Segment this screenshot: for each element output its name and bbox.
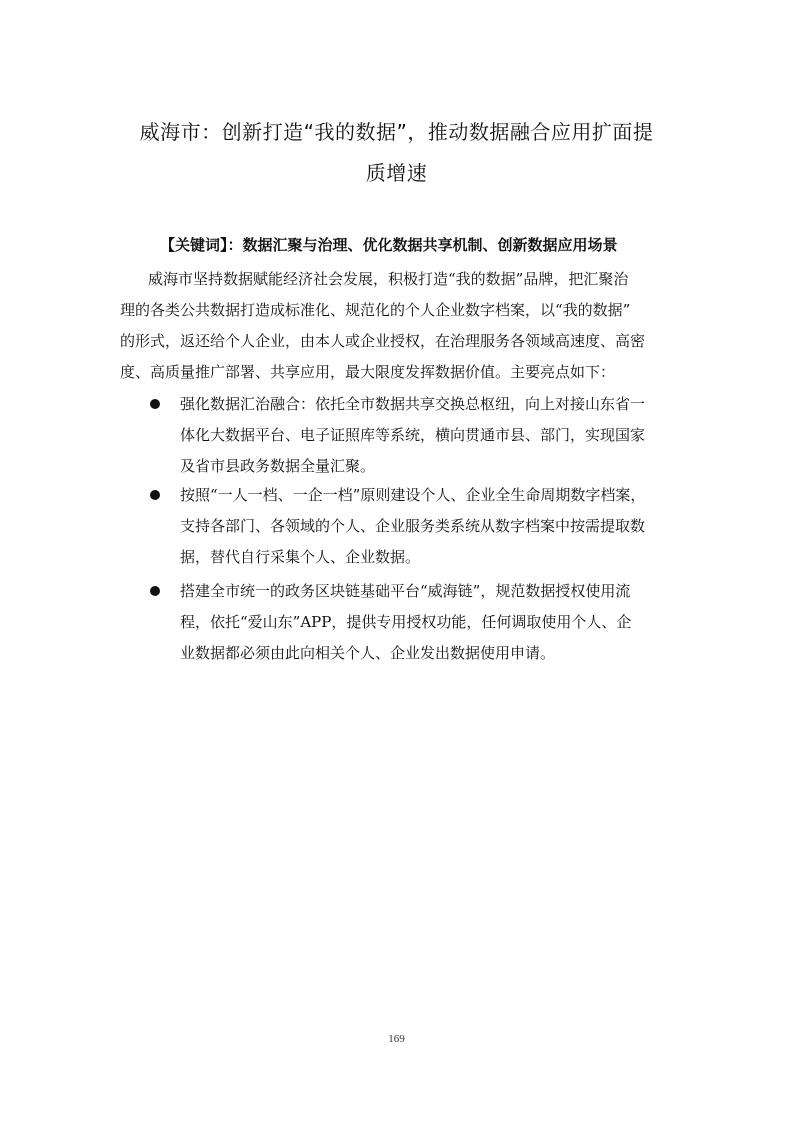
- bullet-line: 据，替代自行采集个人、企业数据。: [180, 548, 421, 566]
- page-number: 169: [388, 1033, 405, 1045]
- bullet-line: 按照“一人一档、一企一档”原则建设个人、企业全生命周期数字档案，: [180, 486, 646, 504]
- intro-line: 度、高质量推广部署、共享应用，最大限度发挥数据价值。主要亮点如下：: [120, 363, 616, 381]
- bullet-line: 支持各部门、各领域的个人、企业服务类系统从数字档案中按需提取数: [180, 517, 646, 535]
- bullet-line: 程，依托“爱山东”APP，提供专用授权功能，任何调取使用个人、企: [180, 613, 632, 631]
- bullet-line: 业数据都必须由此向相关个人、企业发出数据使用申请。: [180, 644, 556, 662]
- keywords: [160, 234, 680, 255]
- keywords-text: 数据汇聚与治理、优化数据共享机制、创新数据应用场景: [242, 236, 618, 254]
- page-title-line-1: 威海市：创新打造“我的数据”，推动数据融合应用扩面提: [139, 120, 654, 144]
- intro-line: 的形式，返还给个人企业，由本人或企业授权，在治理服务各领域高速度、高密: [120, 332, 646, 350]
- bullet-dot-icon: [150, 399, 160, 409]
- intro-line: 威海市坚持数据赋能经济社会发展，积极打造“我的数据”品牌，把汇聚治: [148, 270, 629, 288]
- bullet-line: 体化大数据平台、电子证照库等系统，横向贯通市县、部门，实现国家: [180, 426, 646, 444]
- page-title-line-2: 质增速: [365, 161, 428, 185]
- bullet-line: 及省市县政务数据全量汇聚。: [180, 457, 376, 475]
- bullet-line: 搭建全市统一的政务区块链基础平台“威海链”，规范数据授权使用流: [180, 582, 631, 600]
- bullet-dot-icon: [150, 490, 160, 500]
- bullet-line: 强化数据汇治融合：依托全市数据共享交换总枢纽，向上对接山东省一: [180, 395, 646, 413]
- keywords-label: 【关键词】：: [160, 236, 243, 254]
- intro-line: 理的各类公共数据打造成标准化、规范化的个人企业数字档案，以“我的数据”: [120, 301, 631, 319]
- bullet-dot-icon: [150, 586, 160, 596]
